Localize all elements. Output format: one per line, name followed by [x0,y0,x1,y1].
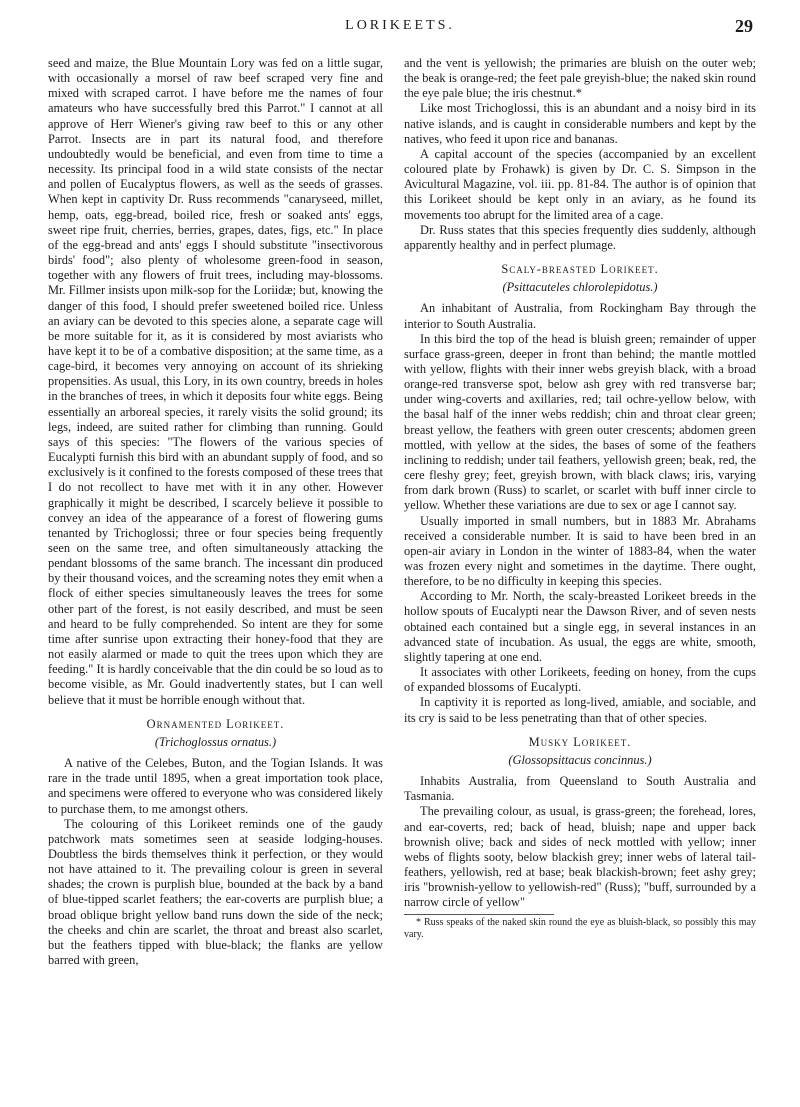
body-paragraph: In this bird the top of the head is bluish green; remainder of upper surface grass-green, deeper in front than behind; the mantle mottled with yellow, flights with their inner webs greyish black, with a broad orange-red transverse spot, below ash grey with red transverse bar; under wing-coverts and axillaries, red; tail ochre-yellow below, with the basal half of the inner webs reddish; chin and throat clear green; breast yellow, the feathers with green outer crescents; abdomen green mottled, with yellow at the sides, the bases of some of the feathers inclining to reddish; under tail feathers, yellowish green; beak, red, the cere fleshy grey; feet, greyish brown, with black claws; iris, varying from dark brown (Russ) to scarlet, or scarlet with buff inner circle to yellow. Whether these variations are due to sex or age I cannot say. [404,331,756,513]
scientific-name: (Psittacuteles chlorolepidotus.) [502,280,658,295]
body-paragraph: The colouring of this Lorikeet reminds one of the gaudy patchwork mats sometimes seen at seaside lodging-houses. Doubtless the birds themselves think it perfection, or they would not have attained to it. The prevailing colour is green in several shades; the crown is purplish blue, bounded at the back by a band of blue-tipped scarlet feathers; the ear-coverts are purplish blue; a broad oblique bright yellow band runs down the side of the neck; the cheeks and chin are scarlet, the throat and breast also scarlet, but the feathers tipped with blue-black; the flanks are yellow barred with green, [48,816,383,968]
section-heading: Scaly-breasted Lorikeet. [501,262,659,277]
body-paragraph: Like most Trichoglossi, this is an abundant and a noisy bird in its native islands, and is caught in considerable numbers and kept by the natives, who feed it upon rice and bananas. [404,101,756,146]
section-heading: Ornamented Lorikeet. [146,716,285,731]
section-heading: Musky Lorikeet. [528,734,632,749]
right-column [404,56,756,940]
body-paragraph: It associates with other Lorikeets, feeding on honey, from the cups of expanded blossoms of Eucalypti. [404,665,756,695]
body-paragraph: Usually imported in small numbers, but in 1883 Mr. Abrahams received a considerable number. It is said to have been bred in an open-air aviary in London in the winter of 1883-84, when the water was frozen every night and sometimes in the daytime. There ought, therefore, to be no difficulty in keeping this species. [404,513,756,589]
scientific-name: (Glossopsittacus concinnus.) [508,752,652,767]
body-paragraph: Inhabits Australia, from Queensland to South Australia and Tasmania. [404,774,756,804]
footnote: * Russ speaks of the naked skin round the eye as bluish-black, so possibly this may vary. [404,917,756,940]
body-paragraph: A capital account of the species (accompanied by an excellent coloured plate by Frohawk) is given by Dr. C. S. Simpson in the Avicultural Magazine, vol. iii. pp. 81-84. The author is of opinion that this Lorikeet should be kept only in an aviary, as he found its movements too abrupt for the limited area of a cage. [404,146,756,222]
page-number: 29 [735,16,753,36]
body-paragraph: The prevailing colour, as usual, is grass-green; the forehead, lores, and ear-coverts, red; back of head, bluish; nape and upper back brownish olive; back and sides of neck mottled with yellow; inner webs of flights sooty, below blackish grey; inner webs of lateral tail-feathers, yellowish, red at base; beak blackish-brown; feet ashy grey; iris "brownish-yellow to yellowish-red" (Russ); "buff, surrounded by a narrow circle of yellow" [404,804,756,910]
body-paragraph: According to Mr. North, the scaly-breasted Lorikeet breeds in the hollow spouts of Eucalypti near the Dawson River, and of seven nests obtained each contained but a single egg, in several instances in an advanced state of incubation. As usual, the eggs are white, smooth, slightly tapering at one end. [404,589,756,664]
footnote-divider [404,914,554,915]
body-paragraph: seed and maize, the Blue Mountain Lory was fed on a little sugar, with occasionally a morsel of raw beef scraped very fine and mixed with scraped carrot. I have before me the names of four amateurs who have successfully bred this Parrot." I cannot at all approve of Herr Wiener's giving raw beef to this or any other Parrot. Insects are in part its natural food, and therefore undoubtedly would be beneficial, and even from time to time a necessity. Its principal food in a wild state consists of the nectar and pollen of Eucalyptus flowers, as well as the seeds of grasses. When kept in captivity Dr. Russ recommends "canaryseed, millet, hemp, oats, egg-bread, boiled rice, fresh or soaked ants' eggs, sweet ripe fruit, cherries, berries, grapes, dates, figs, etc." In place of the egg-bread and ants' eggs I should substitute "insectivorous birds' food"; also plenty of wholesome green-food in season, together with any flowers of fruit trees, including may-blossoms. Mr. Fillmer insists upon milk-sop for the Loriidæ; but, knowing the danger of this food, I should prefer sweetened boiled rice. Unless an aviary can be devoted to this species alone, a separate cage will be more suitable for it, as it is considered by most aviarists who have kept it to be of a combative disposition; at the same time, as a cage-bird, it becomes very annoying on account of its shrieking propensities. As usual, this Lory, in its own country, breeds in holes in the branches of trees, in which it deposits four white eggs. Being essentially an arboreal species, it rarely visits the solid ground; its legs, indeed, are suited rather for climbing than running. Gould says of this species: "The flowers of the various species of Eucalypti furnish this bird with an abundant supply of food, and so exclusively is it confined to the forests composed of these trees that I do not recollect to have met with it in any other. However graphically it might be described, I scarcely believe it possible to convey an idea of the appearance of a forest of flowering gums tenanted by Trichoglossi; three or four species being frequently seen on the same tree, and often simultaneously attacking the pendant blossoms of the same branch. The incessant din produced by their thousand voices, and the screaming notes they emit when a flock of either species simultaneously leaves the trees for some other part of the forest, is not easily described, and must be seen and heard to be fully comprehended. So intent are they for some time after sunrise upon extracting their honey-food that they are not easily alarmed or made to quit the trees upon which they are feeding." It is hardly conceivable that the din could be so loud as to become visible, as Mr. Gould inadvertently states, but I can well believe that it must be horrible enough without that. [48,56,383,707]
running-title: LORIKEETS. [345,18,455,33]
body-paragraph: A native of the Celebes, Buton, and the Togian Islands. It was rare in the trade until 1895, when a great importation took place, and specimens were offered to everyone who was considered likely to purchase them, to me amongst others. [48,756,383,816]
left-column [48,56,383,968]
body-paragraph: and the vent is yellowish; the primaries are bluish on the outer web; the beak is orange-red; the feet pale greyish-blue; the naked skin round the eye pale blue; the iris chestnut.* [404,56,756,101]
scientific-name: (Trichoglossus ornatus.) [154,734,277,749]
body-paragraph: An inhabitant of Australia, from Rockingham Bay through the interior to South Australia. [404,301,756,331]
page-header [0,18,800,42]
body-paragraph: In captivity it is reported as long-lived, amiable, and sociable, and its cry is said to be less penetrating than that of other species. [404,695,756,725]
body-paragraph: Dr. Russ states that this species frequently dies suddenly, although apparently healthy and in perfect plumage. [404,222,756,252]
